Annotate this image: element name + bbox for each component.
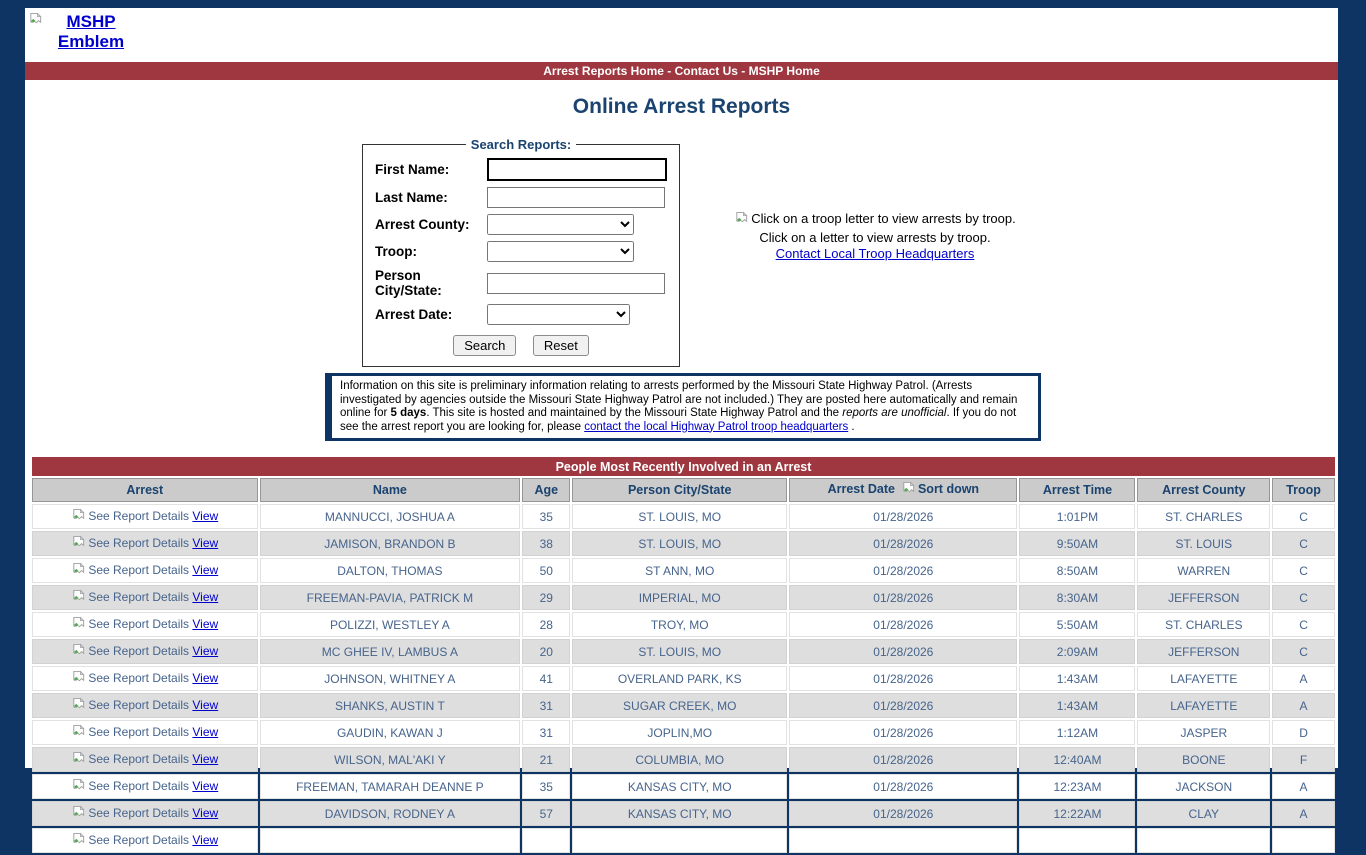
view-report-link[interactable]: View xyxy=(192,535,219,550)
view-report-link[interactable]: View xyxy=(192,724,219,739)
date-cell: 01/28/2026 xyxy=(789,720,1017,745)
site-header xyxy=(25,8,1338,62)
age-cell: 28 xyxy=(522,612,570,637)
city-cell: KANSAS CITY, MO xyxy=(572,774,787,799)
table-row xyxy=(32,531,1335,556)
city-cell: ST. LOUIS, MO xyxy=(572,639,787,664)
col-header-label: Arrest xyxy=(126,483,164,497)
col-header-label: Troop xyxy=(1286,483,1321,497)
date-cell: 01/28/2026 xyxy=(789,666,1017,691)
troop-cell xyxy=(1272,828,1335,853)
arrest-cell xyxy=(32,639,258,664)
see-report-details-icon xyxy=(71,508,86,526)
notice-text: . If you do not see the arrest report you are looking for, please xyxy=(340,407,1017,433)
troop-cell: F xyxy=(1272,747,1335,772)
see-report-details-icon xyxy=(71,562,86,580)
county-cell: CLAY xyxy=(1137,801,1270,826)
troop-cell: C xyxy=(1272,558,1335,583)
col-header-label: Age xyxy=(534,483,559,497)
name-cell: SHANKS, AUSTIN T xyxy=(260,693,521,718)
notice-text: . xyxy=(848,420,855,433)
table-row xyxy=(32,504,1335,529)
city-cell: ST. LOUIS, MO xyxy=(572,531,787,556)
see-report-details-label: See Report Details xyxy=(88,751,193,766)
search-button[interactable]: Search xyxy=(453,335,516,356)
see-report-details-icon xyxy=(71,805,86,823)
arrest-cell xyxy=(32,828,258,853)
troop-map-alt-text[interactable]: Click on a troop letter to view arrests by troop. xyxy=(751,211,1016,226)
troop-cell: C xyxy=(1272,504,1335,529)
col-header-arrest-county xyxy=(1137,478,1270,502)
view-report-link[interactable]: View xyxy=(192,562,219,577)
troop-cell: A xyxy=(1272,693,1335,718)
arrest-cell xyxy=(32,666,258,691)
name-cell xyxy=(260,828,521,853)
col-header-label: Arrest Time xyxy=(1042,483,1113,497)
arrest-cell xyxy=(32,504,258,529)
see-report-details-icon xyxy=(71,751,86,769)
see-report-details-icon xyxy=(71,670,86,688)
nav-bar xyxy=(25,62,1338,80)
col-header-person-city-state xyxy=(572,478,787,502)
see-report-details-label: See Report Details xyxy=(88,697,193,712)
county-cell: BOONE xyxy=(1137,747,1270,772)
arrest-cell xyxy=(32,747,258,772)
city-cell: KANSAS CITY, MO xyxy=(572,801,787,826)
arrest-cell xyxy=(32,774,258,799)
table-row xyxy=(32,558,1335,583)
time-cell: 2:09AM xyxy=(1019,639,1135,664)
age-cell: 38 xyxy=(522,531,570,556)
notice-text: Information on this site is preliminary information relating to arrests performed by the Missouri State Highway Patrol. (Arrests investigated by agencies outside the Missouri State Highway Patrol are not included.) They are posted here automatically and remain online for xyxy=(340,380,1018,419)
troop-label: Troop: xyxy=(375,244,417,259)
col-header-label: Person City/State xyxy=(627,483,732,497)
table-row xyxy=(32,828,1335,853)
see-report-details-icon xyxy=(71,724,86,742)
troop-cell: A xyxy=(1272,801,1335,826)
broken-image-icon xyxy=(734,211,749,230)
see-report-details-icon xyxy=(71,697,86,715)
name-cell: POLIZZI, WESTLEY A xyxy=(260,612,521,637)
table-row xyxy=(32,693,1335,718)
sort-down-label[interactable]: Sort down xyxy=(917,482,980,496)
county-cell xyxy=(1137,828,1270,853)
name-cell: GAUDIN, KAWAN J xyxy=(260,720,521,745)
first-name-input[interactable] xyxy=(487,158,667,181)
time-cell: 12:40AM xyxy=(1019,747,1135,772)
date-cell: 01/28/2026 xyxy=(789,639,1017,664)
table-header-row xyxy=(32,478,1335,502)
see-report-details-label: See Report Details xyxy=(88,670,193,685)
city-cell: COLUMBIA, MO xyxy=(572,747,787,772)
view-report-link[interactable]: View xyxy=(192,589,219,604)
see-report-details-label: See Report Details xyxy=(88,778,193,793)
arrest-cell xyxy=(32,612,258,637)
age-cell xyxy=(522,828,570,853)
see-report-details-label: See Report Details xyxy=(88,805,193,820)
see-report-details-label: See Report Details xyxy=(88,832,193,847)
see-report-details-icon xyxy=(71,535,86,553)
city-cell: ST ANN, MO xyxy=(572,558,787,583)
see-report-details-label: See Report Details xyxy=(88,724,193,739)
troop-cell: D xyxy=(1272,720,1335,745)
age-cell: 50 xyxy=(522,558,570,583)
county-cell: WARREN xyxy=(1137,558,1270,583)
county-cell: ST. CHARLES xyxy=(1137,504,1270,529)
sort-down-icon[interactable] xyxy=(901,481,916,499)
troop-cell: C xyxy=(1272,531,1335,556)
arrest-cell xyxy=(32,693,258,718)
see-report-details-label: See Report Details xyxy=(88,508,193,523)
notice-text: . This site is hosted and maintained by the Missouri State Highway Patrol and the xyxy=(426,407,843,419)
arrest-cell xyxy=(32,558,258,583)
arrest-date-label: Arrest Date: xyxy=(375,307,453,322)
arrests-table xyxy=(30,455,1337,855)
county-cell: JEFFERSON xyxy=(1137,585,1270,610)
see-report-details-icon xyxy=(71,616,86,634)
arrest-county-select[interactable] xyxy=(487,214,634,235)
last-name-label: Last Name: xyxy=(375,190,448,205)
time-cell: 1:43AM xyxy=(1019,693,1135,718)
table-row xyxy=(32,612,1335,637)
table-row xyxy=(32,720,1335,745)
arrest-cell xyxy=(32,801,258,826)
troop-cell: A xyxy=(1272,774,1335,799)
search-zone xyxy=(25,137,1338,353)
nav-separator: - xyxy=(737,64,749,78)
col-header-troop xyxy=(1272,478,1335,502)
troop-select[interactable] xyxy=(487,241,634,262)
arrest-cell xyxy=(32,531,258,556)
view-report-link[interactable]: View xyxy=(192,697,219,712)
arrest-date-select[interactable] xyxy=(487,304,630,325)
col-header-age xyxy=(522,478,570,502)
age-cell: 29 xyxy=(522,585,570,610)
col-header-label: Arrest County xyxy=(1162,483,1246,497)
troop-cell: A xyxy=(1272,666,1335,691)
col-header-arrest-time xyxy=(1019,478,1135,502)
last-name-input[interactable] xyxy=(487,187,665,208)
arrest-county-label: Arrest County: xyxy=(375,217,470,232)
nav-separator: - xyxy=(663,64,675,78)
date-cell: 01/28/2026 xyxy=(789,612,1017,637)
see-report-details-label: See Report Details xyxy=(88,643,193,658)
city-cell: JOPLIN,MO xyxy=(572,720,787,745)
date-cell: 01/28/2026 xyxy=(789,531,1017,556)
name-cell: JAMISON, BRANDON B xyxy=(260,531,521,556)
name-cell: JOHNSON, WHITNEY A xyxy=(260,666,521,691)
age-cell: 31 xyxy=(522,720,570,745)
notice-unofficial: reports are unofficial xyxy=(842,407,947,419)
county-cell: LAFAYETTE xyxy=(1137,693,1270,718)
col-header-name xyxy=(260,478,521,502)
person-city-state-input[interactable] xyxy=(487,273,665,294)
date-cell xyxy=(789,828,1017,853)
view-report-link[interactable]: View xyxy=(192,643,219,658)
time-cell: 12:23AM xyxy=(1019,774,1135,799)
age-cell: 35 xyxy=(522,774,570,799)
view-report-link[interactable]: View xyxy=(192,832,219,847)
date-cell: 01/28/2026 xyxy=(789,585,1017,610)
col-header-label: Name xyxy=(372,483,407,497)
see-report-details-icon xyxy=(71,832,86,850)
county-cell: ST. CHARLES xyxy=(1137,612,1270,637)
notice-days: 5 days xyxy=(390,407,427,419)
troop-map-caption: Click on a letter to view arrests by troop. xyxy=(759,230,991,245)
county-cell: LAFAYETTE xyxy=(1137,666,1270,691)
search-legend: Search Reports: xyxy=(470,137,572,152)
date-cell: 01/28/2026 xyxy=(789,774,1017,799)
city-cell: OVERLAND PARK, KS xyxy=(572,666,787,691)
city-cell xyxy=(572,828,787,853)
troop-cell: C xyxy=(1272,585,1335,610)
arrest-cell xyxy=(32,720,258,745)
county-cell: JASPER xyxy=(1137,720,1270,745)
see-report-details-icon xyxy=(71,778,86,796)
city-cell: SUGAR CREEK, MO xyxy=(572,693,787,718)
table-row xyxy=(32,801,1335,826)
troop-map-block xyxy=(680,211,1070,262)
see-report-details-label: See Report Details xyxy=(88,616,193,631)
arrest-cell xyxy=(32,585,258,610)
name-cell: FREEMAN-PAVIA, PATRICK M xyxy=(260,585,521,610)
county-cell: JEFFERSON xyxy=(1137,639,1270,664)
date-cell: 01/28/2026 xyxy=(789,747,1017,772)
contact-local-troop-link[interactable]: contact the local Highway Patrol troop headquarters xyxy=(584,420,849,433)
view-report-link[interactable]: View xyxy=(192,670,219,685)
table-row xyxy=(32,666,1335,691)
time-cell xyxy=(1019,828,1135,853)
time-cell: 12:22AM xyxy=(1019,801,1135,826)
name-cell: DAVIDSON, RODNEY A xyxy=(260,801,521,826)
city-cell: IMPERIAL, MO xyxy=(572,585,787,610)
time-cell: 8:30AM xyxy=(1019,585,1135,610)
time-cell: 1:43AM xyxy=(1019,666,1135,691)
col-header-label: Arrest Date xyxy=(827,482,895,496)
age-cell: 35 xyxy=(522,504,570,529)
see-report-details-label: See Report Details xyxy=(88,589,193,604)
age-cell: 57 xyxy=(522,801,570,826)
search-form xyxy=(362,137,680,367)
date-cell: 01/28/2026 xyxy=(789,558,1017,583)
date-cell: 01/28/2026 xyxy=(789,693,1017,718)
person-city-state-label: Person City/State: xyxy=(375,268,442,298)
city-cell: ST. LOUIS, MO xyxy=(572,504,787,529)
name-cell: DALTON, THOMAS xyxy=(260,558,521,583)
col-header-arrest-date[interactable] xyxy=(789,478,1017,502)
name-cell: MANNUCCI, JOSHUA A xyxy=(260,504,521,529)
table-row xyxy=(32,639,1335,664)
col-header-arrest xyxy=(32,478,258,502)
mshp-emblem-link[interactable]: MSHP Emblem xyxy=(57,12,125,51)
see-report-details-label: See Report Details xyxy=(88,535,193,550)
view-report-link[interactable]: View xyxy=(192,778,219,793)
first-name-label: First Name: xyxy=(375,162,450,177)
time-cell: 9:50AM xyxy=(1019,531,1135,556)
table-row xyxy=(32,747,1335,772)
county-cell: JACKSON xyxy=(1137,774,1270,799)
time-cell: 1:01PM xyxy=(1019,504,1135,529)
view-report-link[interactable]: View xyxy=(192,805,219,820)
table-row xyxy=(32,585,1335,610)
name-cell: MC GHEE IV, LAMBUS A xyxy=(260,639,521,664)
table-row xyxy=(32,774,1335,799)
age-cell: 21 xyxy=(522,747,570,772)
view-report-link[interactable]: View xyxy=(192,616,219,631)
time-cell: 5:50AM xyxy=(1019,612,1135,637)
time-cell: 1:12AM xyxy=(1019,720,1135,745)
reset-button[interactable]: Reset xyxy=(533,335,589,356)
nav-arrest-reports-home[interactable]: Arrest Reports Home xyxy=(543,64,664,78)
broken-image-icon xyxy=(28,12,43,32)
troop-cell: C xyxy=(1272,612,1335,637)
age-cell: 20 xyxy=(522,639,570,664)
page-title: Online Arrest Reports xyxy=(572,95,791,118)
nav-contact-us[interactable]: Contact Us xyxy=(674,64,738,78)
city-cell: TROY, MO xyxy=(572,612,787,637)
see-report-details-icon xyxy=(71,589,86,607)
troop-cell: C xyxy=(1272,639,1335,664)
nav-mshp-home[interactable]: MSHP Home xyxy=(748,64,820,78)
contact-troop-headquarters-link[interactable]: Contact Local Troop Headquarters xyxy=(775,246,975,261)
name-cell: WILSON, MAL'AKI Y xyxy=(260,747,521,772)
name-cell: FREEMAN, TAMARAH DEANNE P xyxy=(260,774,521,799)
see-report-details-icon xyxy=(71,643,86,661)
see-report-details-label: See Report Details xyxy=(88,562,193,577)
time-cell: 8:50AM xyxy=(1019,558,1135,583)
disclaimer-notice xyxy=(325,373,1041,441)
view-report-link[interactable]: View xyxy=(192,751,219,766)
county-cell: ST. LOUIS xyxy=(1137,531,1270,556)
age-cell: 31 xyxy=(522,693,570,718)
table-title-bar: People Most Recently Involved in an Arrest xyxy=(32,457,1335,476)
date-cell: 01/28/2026 xyxy=(789,504,1017,529)
age-cell: 41 xyxy=(522,666,570,691)
content-area xyxy=(25,8,1338,847)
date-cell: 01/28/2026 xyxy=(789,801,1017,826)
view-report-link[interactable]: View xyxy=(192,508,219,523)
